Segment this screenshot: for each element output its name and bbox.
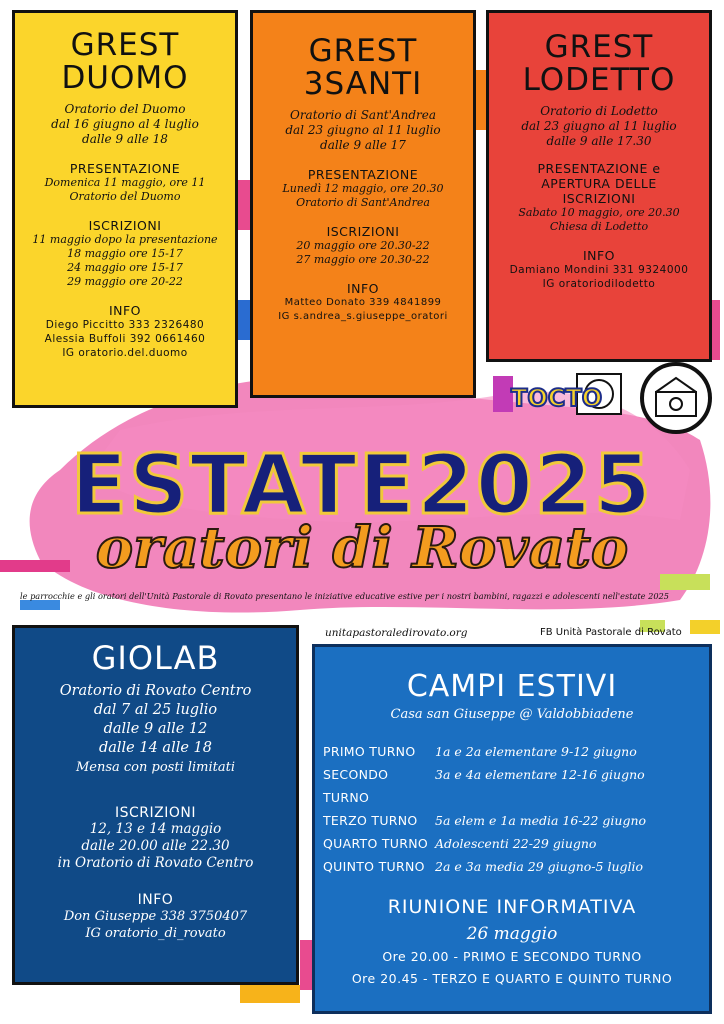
place: Oratorio di Sant'Andrea bbox=[289, 108, 436, 123]
presentation-line: Sabato 10 maggio, ore 20.30 bbox=[518, 206, 680, 220]
meeting-line: Ore 20.00 - PRIMO E SECONDO TURNO bbox=[382, 948, 642, 964]
dates: dal 16 giugno al 4 luglio bbox=[51, 117, 199, 132]
presentation-line: Oratorio del Duomo bbox=[69, 190, 181, 204]
heading-line: ISCRIZIONI bbox=[562, 191, 636, 207]
hours: dalle 14 alle 18 bbox=[98, 739, 212, 756]
dates: dal 23 giugno al 11 luglio bbox=[285, 123, 441, 138]
registration-line: dalle 20.00 alle 22.30 bbox=[81, 837, 230, 854]
registration-line: 24 maggio ore 15-17 bbox=[67, 261, 183, 275]
turns-list bbox=[315, 740, 709, 878]
turn-name: PRIMO TURNO bbox=[323, 743, 416, 759]
meeting-date: 26 maggio bbox=[466, 923, 558, 944]
place: Oratorio di Lodetto bbox=[540, 104, 658, 119]
turn-row bbox=[315, 855, 709, 878]
registration-line: 29 maggio ore 20-22 bbox=[67, 275, 183, 289]
turn-name: SECONDO TURNO bbox=[323, 766, 389, 805]
turn-row bbox=[315, 763, 709, 809]
registration-heading: ISCRIZIONI bbox=[326, 224, 400, 240]
campi-estivi-card bbox=[312, 644, 712, 1014]
turn-row bbox=[315, 809, 709, 832]
info-line: IG oratorio.del.duomo bbox=[62, 347, 188, 360]
grest-duomo-card bbox=[12, 10, 238, 408]
turn-desc: 2a e 3a media 29 giugno-5 luglio bbox=[435, 858, 644, 874]
registration-heading: ISCRIZIONI bbox=[115, 804, 196, 821]
turn-desc: 3a e 4a elementare 12-16 giugno bbox=[435, 766, 645, 782]
registration-heading: ISCRIZIONI bbox=[88, 218, 162, 234]
grest-lodetto-title bbox=[489, 31, 709, 96]
hours: dalle 9 alle 12 bbox=[103, 720, 208, 737]
campi-estivi-title: CAMPI ESTIVI bbox=[406, 669, 618, 704]
info-line: IG oratoriodilodetto bbox=[542, 278, 656, 291]
giolab-card bbox=[12, 625, 299, 985]
presentation-heading: PRESENTAZIONE bbox=[69, 161, 181, 177]
info-line: IG s.andrea_s.giuseppe_oratori bbox=[278, 311, 448, 323]
registration-line: 11 maggio dopo la presentazione bbox=[32, 233, 218, 247]
headline-estate: ESTATE2025 bbox=[71, 438, 653, 533]
giolab-title: GIOLAB bbox=[91, 639, 220, 677]
turn-name: QUARTO TURNO bbox=[323, 835, 429, 851]
info-line: IG oratorio_di_rovato bbox=[85, 925, 226, 941]
presentation-line: Chiesa di Lodetto bbox=[549, 220, 649, 234]
info-heading: INFO bbox=[108, 303, 142, 319]
tocto-logo-text: TOCTO bbox=[511, 384, 603, 412]
turn-name: QUINTO TURNO bbox=[323, 858, 425, 874]
turn-desc: 5a elem e 1a media 16-22 giugno bbox=[435, 812, 647, 828]
oratorio-logo bbox=[638, 362, 714, 434]
info-heading: INFO bbox=[582, 248, 616, 264]
mensa-note: Mensa con posti limitati bbox=[75, 759, 236, 775]
title-line: GREST bbox=[544, 29, 654, 65]
registration-line: 18 maggio ore 15-17 bbox=[67, 247, 183, 261]
info-line: Alessia Buffoli 392 0661460 bbox=[44, 333, 206, 346]
info-line: Don Giuseppe 338 3750407 bbox=[63, 908, 248, 924]
presentation-line: Domenica 11 maggio, ore 11 bbox=[44, 176, 206, 190]
facebook-link[interactable]: FB Unità Pastorale di Rovato bbox=[540, 627, 682, 638]
title-line: 3SANTI bbox=[303, 65, 423, 102]
registration-line: 27 maggio ore 20.30-22 bbox=[296, 253, 430, 267]
registration-line: in Oratorio di Rovato Centro bbox=[57, 854, 254, 871]
presentation-line: Lunedì 12 maggio, ore 20.30 bbox=[282, 182, 444, 196]
tocto-logo bbox=[493, 370, 623, 418]
website-link[interactable]: unitapastoraledirovato.org bbox=[325, 627, 468, 639]
dates: dal 7 al 25 luglio bbox=[93, 701, 218, 718]
grest-3santi-card bbox=[250, 10, 476, 398]
heading-line: APERTURA DELLE bbox=[541, 176, 657, 192]
title-line: LODETTO bbox=[522, 61, 676, 98]
dates: dal 23 giugno al 11 luglio bbox=[521, 119, 677, 134]
grest-3santi-title bbox=[253, 35, 473, 100]
hours: dalle 9 alle 17 bbox=[320, 138, 406, 153]
tagline: le parrocchie e gli oratori dell'Unità Pastorale di Rovato presentano le iniziative educative estive per i nostri bambini, ragazzi e adolescenti nell'estate 2025 bbox=[20, 591, 669, 601]
info-line: Diego Piccitto 333 2326480 bbox=[45, 319, 205, 332]
meeting-heading: RIUNIONE INFORMATIVA bbox=[387, 895, 637, 918]
presentation-heading bbox=[489, 161, 709, 206]
presentation-line: Oratorio di Sant'Andrea bbox=[296, 196, 430, 210]
hours: dalle 9 alle 17.30 bbox=[546, 134, 652, 149]
subheadline-oratori: oratori di Rovato bbox=[95, 515, 629, 581]
registration-line: 12, 13 e 14 maggio bbox=[89, 820, 222, 837]
grest-lodetto-card bbox=[486, 10, 712, 362]
grest-duomo-title bbox=[15, 29, 235, 94]
info-line: Matteo Donato 339 4841899 bbox=[284, 297, 442, 309]
title-line: DUOMO bbox=[61, 59, 189, 96]
turn-row bbox=[315, 832, 709, 855]
info-heading: INFO bbox=[137, 891, 174, 908]
title-line: GREST bbox=[308, 33, 418, 69]
place: Oratorio del Duomo bbox=[64, 102, 186, 117]
turn-row bbox=[315, 740, 709, 763]
info-heading: INFO bbox=[346, 281, 380, 297]
turn-name: TERZO TURNO bbox=[323, 812, 418, 828]
turn-desc: Adolescenti 22-29 giugno bbox=[435, 835, 597, 851]
meeting-line: Ore 20.45 - TERZO E QUARTO E QUINTO TURNO bbox=[351, 970, 673, 986]
hours: dalle 9 alle 18 bbox=[82, 132, 168, 147]
turn-desc: 1a e 2a elementare 9-12 giugno bbox=[435, 743, 637, 759]
registration-line: 20 maggio ore 20.30-22 bbox=[296, 239, 430, 253]
presentation-heading: PRESENTAZIONE bbox=[307, 167, 419, 183]
heading-line: PRESENTAZIONE e bbox=[537, 161, 661, 177]
info-line: Damiano Mondini 331 9324000 bbox=[509, 264, 689, 277]
camp-place: Casa san Giuseppe @ Valdobbiadene bbox=[390, 706, 634, 722]
place: Oratorio di Rovato Centro bbox=[59, 682, 252, 699]
title-line: GREST bbox=[70, 27, 180, 63]
